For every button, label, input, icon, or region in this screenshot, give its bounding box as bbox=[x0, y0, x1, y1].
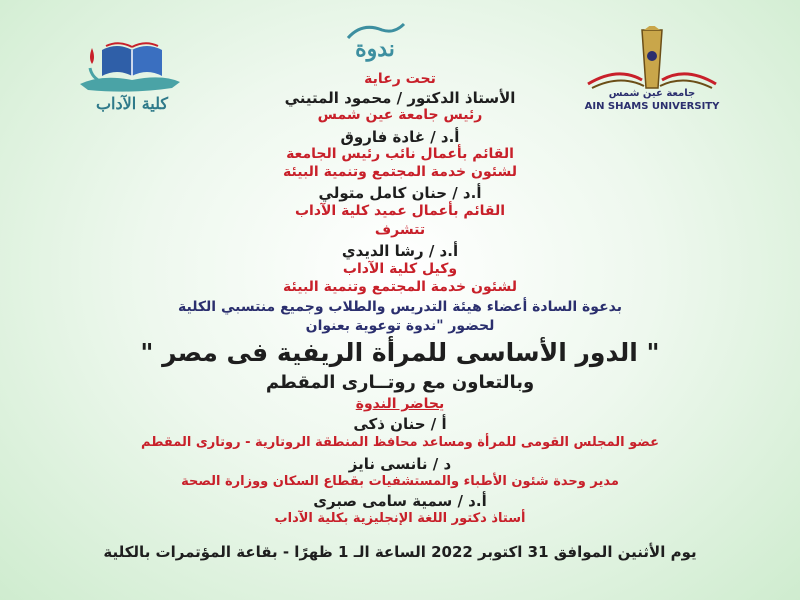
speakers-label: يحاضر الندوة bbox=[355, 396, 445, 412]
faculty-name-label: كلية الآداب bbox=[95, 94, 169, 113]
speaker-title: عضو المجلس القومى للمرأة ومساعد محافظ المنطقة الروتارية - روتارى المقطم bbox=[141, 435, 659, 450]
official-title: القائم بأعمال عميد كلية الآداب bbox=[294, 203, 506, 219]
event-date-footer: يوم الأثنين الموافق 31 اكتوبر 2022 الساعة الـ 1 ظهرًا - بقاعة المؤتمرات بالكلية bbox=[103, 543, 697, 561]
invitation-line: بدعوة السادة أعضاء هيئة التدريس والطلاب وجميع منتسبي الكلية bbox=[177, 299, 622, 315]
speaker-name: أ.د / سمية سامى صبرى bbox=[313, 492, 487, 510]
official-name: أ.د / حنان كامل متولي bbox=[318, 184, 482, 202]
center-word-label: ندوة bbox=[355, 36, 395, 62]
official-title: القائم بأعمال نائب رئيس الجامعة bbox=[286, 146, 514, 162]
official-title: لشئون خدمة المجتمع وتنمية البيئة bbox=[283, 164, 517, 180]
sponsorship-label: تحت رعاية bbox=[364, 71, 436, 87]
official-name: أ.د / رشا الديدي bbox=[341, 242, 459, 260]
official-name: أ.د / غادة فاروق bbox=[340, 128, 460, 146]
official-title: وكيل كلية الآداب bbox=[342, 261, 458, 277]
university-name-ar: جامعة عين شمس bbox=[608, 88, 696, 99]
nadwa-calligraphy-logo bbox=[342, 20, 408, 68]
speaker-title: أستاذ دكتور اللغة الإنجليزية بكلية الآداب bbox=[274, 511, 526, 526]
president-name: الأستاذ الدكتور / محمود المتيني bbox=[284, 89, 516, 107]
official-title: لشئون خدمة المجتمع وتنمية البيئة bbox=[283, 279, 517, 295]
partner-line: وبالتعاون مع روتــارى المقطم bbox=[265, 372, 535, 393]
seminar-title: " الدور الأساسى للمرأة الريفية فى مصر " bbox=[140, 338, 660, 367]
honored-label: تتشرف bbox=[374, 222, 426, 238]
invitation-line: لحضور "ندوة توعوية بعنوان bbox=[305, 318, 495, 334]
speaker-name: د / نانسى نايز bbox=[348, 455, 452, 473]
speaker-name: أ / حنان ذكى bbox=[353, 415, 447, 433]
president-title: رئيس جامعة عين شمس bbox=[317, 107, 483, 123]
university-name: AIN SHAMS UNIVERSITY bbox=[584, 101, 720, 112]
speaker-title: مدير وحدة شئون الأطباء والمستشفيات بقطاع السكان ووزارة الصحة bbox=[181, 474, 619, 489]
